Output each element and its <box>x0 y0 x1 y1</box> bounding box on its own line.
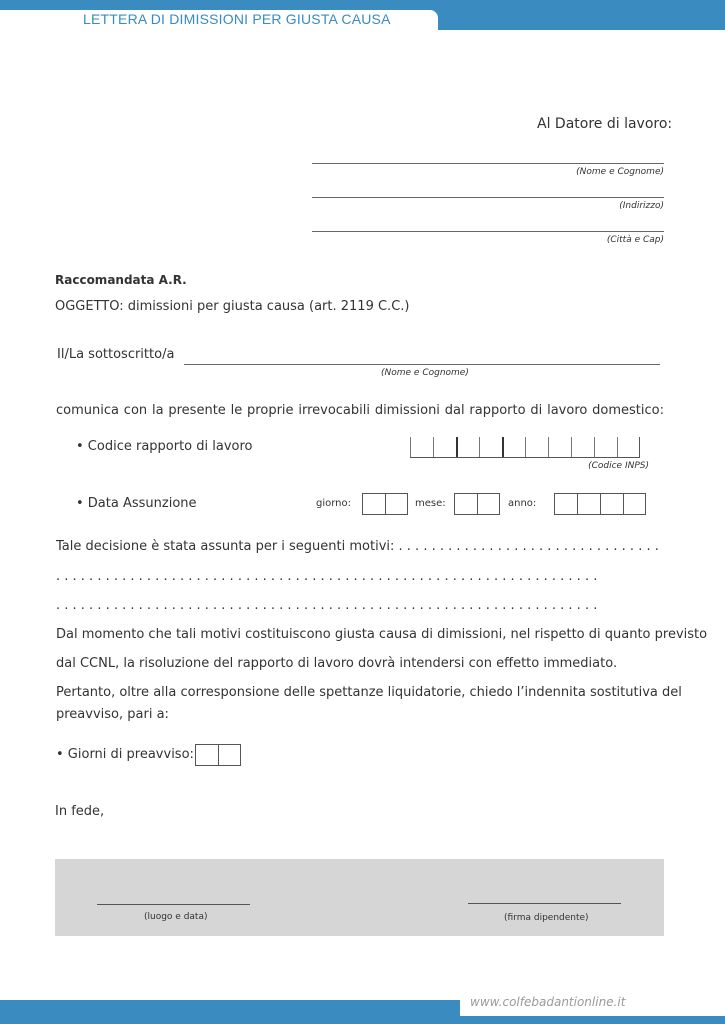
codice-label: • Codice rapporto di lavoro <box>76 439 253 454</box>
mese-label: mese: <box>415 498 446 509</box>
giorno-label: giorno: <box>316 498 352 509</box>
signature-band <box>55 859 664 936</box>
paragraph-1-line-1: Dal momento che tali motivi costituiscono giusta causa di dimissioni, nel rispetto di quanto previsto <box>56 627 708 642</box>
recipient-city-caption: (Città e Cap) <box>606 235 664 245</box>
anno-label: anno: <box>508 498 537 509</box>
subject-line: OGGETTO: dimissioni per giusta causa (art. 2119 C.C.) <box>55 299 410 314</box>
undersigned-caption: (Nome e Cognome) <box>381 368 469 378</box>
communicates-text: comunica con la presente le proprie irrevocabili dimissioni dal rapporto di lavoro domestico: <box>56 403 664 418</box>
raccomandata-label: Raccomandata A.R. <box>55 273 187 287</box>
place-date-caption: (luogo e data) <box>144 912 208 922</box>
paragraph-1-line-2: dal CCNL, la risoluzione del rapporto di lavoro dovrà intendersi con effetto immediato. <box>56 656 618 671</box>
paragraph-2-line-1: Pertanto, oltre alla corresponsione delle spettanze liquidatorie, chiedo l’indennita sostitutiva del <box>56 685 682 700</box>
recipient-name-line[interactable] <box>312 163 664 164</box>
motivi-line-3[interactable]: . . . . . . . . . . . . . . . . . . . . . . . . . . . . . . . . . . . . . . . . . . . . . . . . . . . . . . . . . . . . . . . . . . <box>56 598 598 613</box>
motivi-line-1[interactable]: Tale decisione è stata assunta per i seguenti motivi: . . . . . . . . . . . . . . . . . . . . . . . . . . . . . . . . <box>56 539 659 554</box>
closing-text: In fede, <box>55 804 105 819</box>
paragraph-2-line-2: preavviso, pari a: <box>56 707 169 722</box>
employee-signature-caption: (firma dipendente) <box>504 913 589 923</box>
recipient-address-caption: (Indirizzo) <box>619 201 664 211</box>
recipient-heading: Al Datore di lavoro: <box>537 116 673 132</box>
undersigned-label: Il/La sottoscritto/a <box>57 347 175 362</box>
employee-signature-line[interactable] <box>468 903 621 904</box>
recipient-name-caption: (Nome e Cognome) <box>576 167 664 177</box>
document-title: LETTERA DI DIMISSIONI PER GIUSTA CAUSA <box>83 11 391 27</box>
undersigned-name-line[interactable] <box>184 364 660 365</box>
preavviso-label: • Giorni di preavviso: <box>56 747 194 762</box>
mese-boxes[interactable] <box>454 493 500 515</box>
giorno-boxes[interactable] <box>362 493 408 515</box>
anno-boxes[interactable] <box>554 493 646 515</box>
website-url: www.colfebadantionline.it <box>470 995 626 1009</box>
place-date-line[interactable] <box>97 904 250 905</box>
assunzione-label: • Data Assunzione <box>76 496 197 511</box>
inps-caption: (Codice INPS) <box>588 461 649 471</box>
motivi-line-2[interactable]: . . . . . . . . . . . . . . . . . . . . . . . . . . . . . . . . . . . . . . . . . . . . . . . . . . . . . . . . . . . . . . . . . . <box>56 569 598 584</box>
inps-code-boxes[interactable] <box>410 437 640 458</box>
recipient-address-line[interactable] <box>312 197 664 198</box>
preavviso-boxes[interactable] <box>195 744 241 766</box>
recipient-city-line[interactable] <box>312 231 664 232</box>
